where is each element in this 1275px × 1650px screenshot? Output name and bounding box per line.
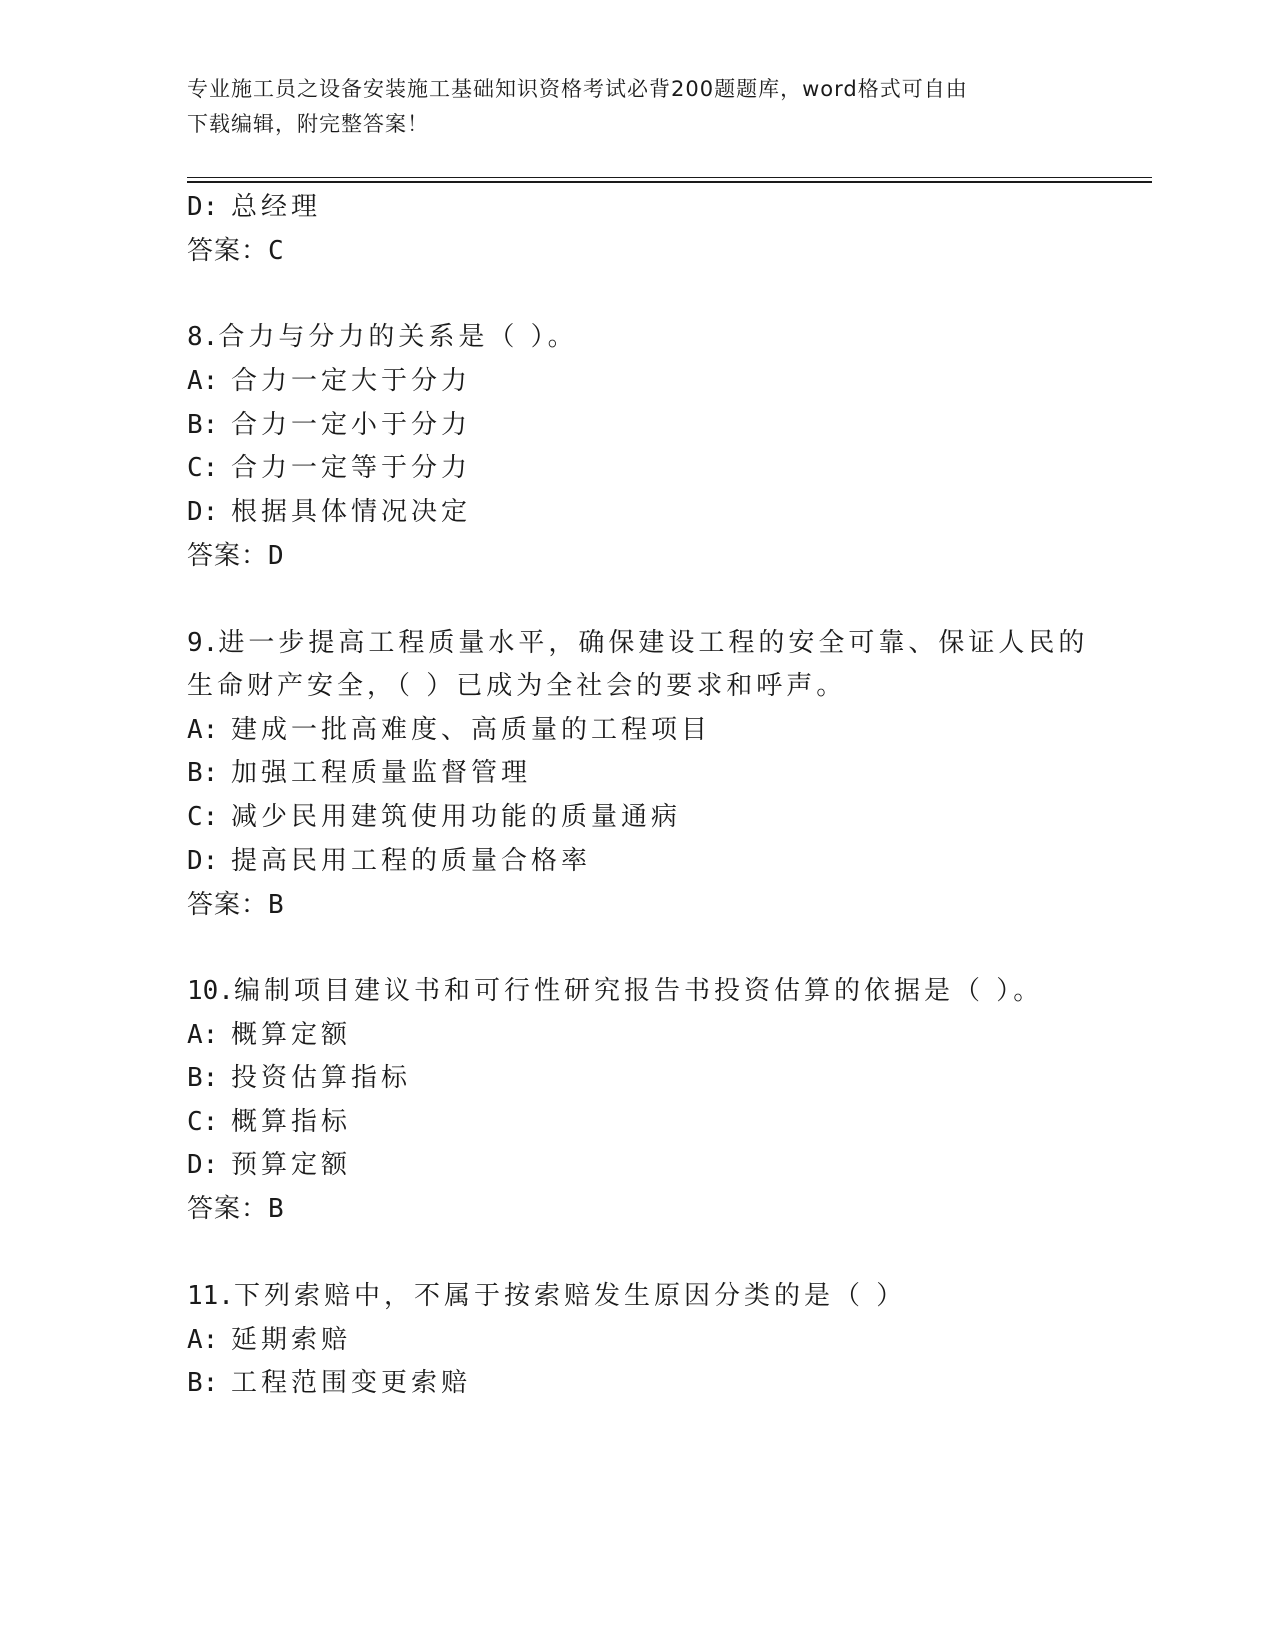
question-number: 10. (187, 976, 234, 1006)
header-line-1: 专业施工员之设备安装施工基础知识资格考试必背200题题库，word格式可自由 (187, 77, 968, 101)
answer-label: 答案： (187, 236, 269, 266)
option-letter: C: (187, 802, 219, 832)
question-10-stem (187, 970, 1043, 1007)
option-letter: D: (187, 846, 219, 876)
option-letter: A: (187, 1020, 219, 1050)
header-line-2: 下载编辑，附完整答案！ (187, 112, 429, 136)
option-text: 预算定额 (231, 1150, 352, 1180)
question-9-option-b (187, 752, 531, 789)
option-text: 工程范围变更索赔 (231, 1368, 472, 1398)
prev-answer (187, 230, 284, 267)
option-text: 合力一定大于分力 (231, 366, 472, 396)
question-9-option-d (187, 840, 591, 877)
question-10-option-b (187, 1057, 411, 1094)
option-letter: C: (187, 1107, 219, 1137)
question-text: 下列索赔中，不属于按索赔发生原因分类的是（ ） (233, 1281, 907, 1311)
option-letter: B: (187, 1368, 219, 1398)
option-letter: D: (187, 192, 219, 222)
question-8-answer (187, 535, 284, 572)
option-letter: D: (187, 1150, 219, 1180)
question-8-option-c (187, 447, 471, 484)
question-8-option-b (187, 404, 471, 441)
question-text: 生命财产安全，（ ）已成为全社会的要求和呼声。 (187, 671, 847, 701)
question-number: 8. (187, 322, 219, 352)
option-text: 合力一定小于分力 (231, 410, 472, 440)
answer-value: D (268, 541, 284, 571)
question-9-option-a (187, 709, 711, 746)
question-11-stem (187, 1275, 906, 1312)
option-letter: D: (187, 497, 219, 527)
question-11-option-b (187, 1362, 471, 1399)
option-letter: A: (187, 366, 219, 396)
question-9-stem-line-2 (187, 665, 846, 702)
option-letter: B: (187, 410, 219, 440)
option-letter: B: (187, 1063, 219, 1093)
answer-value: C (268, 236, 284, 266)
header-divider-thick (187, 181, 1152, 183)
question-8-stem (187, 316, 578, 353)
question-9-stem-line-1 (187, 622, 1088, 659)
question-10-option-a (187, 1014, 351, 1051)
option-text: 合力一定等于分力 (231, 453, 472, 483)
option-text: 延期索赔 (231, 1325, 352, 1355)
option-text: 加强工程质量监督管理 (231, 758, 532, 788)
question-10-option-c (187, 1101, 351, 1138)
answer-value: B (268, 1194, 284, 1224)
option-text: 根据具体情况决定 (231, 497, 472, 527)
option-letter: B: (187, 758, 219, 788)
option-text: 建成一批高难度、高质量的工程项目 (231, 715, 712, 745)
answer-label: 答案： (187, 541, 269, 571)
question-9-answer (187, 884, 284, 921)
option-text: 减少民用建筑使用功能的质量通病 (231, 802, 682, 832)
option-text: 总经理 (231, 192, 322, 222)
answer-label: 答案： (187, 890, 269, 920)
option-letter: A: (187, 1325, 219, 1355)
prev-option-d (187, 186, 321, 223)
question-10-option-d (187, 1144, 351, 1181)
option-text: 投资估算指标 (231, 1063, 412, 1093)
option-letter: C: (187, 453, 219, 483)
question-text: 合力与分力的关系是（ ）。 (218, 322, 578, 352)
question-11-option-a (187, 1319, 351, 1356)
question-number: 11. (187, 1281, 234, 1311)
option-text: 提高民用工程的质量合格率 (231, 846, 592, 876)
question-8-option-d (187, 491, 471, 528)
question-8-option-a (187, 360, 471, 397)
option-text: 概算指标 (231, 1107, 352, 1137)
header-divider-thin (187, 177, 1152, 178)
option-letter: A: (187, 715, 219, 745)
question-text: 编制项目建议书和可行性研究报告书投资估算的依据是（ ）。 (233, 976, 1044, 1006)
question-text: 进一步提高工程质量水平，确保建设工程的安全可靠、保证人民的 (218, 628, 1089, 658)
option-text: 概算定额 (231, 1020, 352, 1050)
answer-label: 答案： (187, 1194, 269, 1224)
question-9-option-c (187, 796, 681, 833)
document-header (187, 72, 1067, 142)
answer-value: B (268, 890, 284, 920)
question-10-answer (187, 1188, 284, 1225)
question-number: 9. (187, 628, 219, 658)
